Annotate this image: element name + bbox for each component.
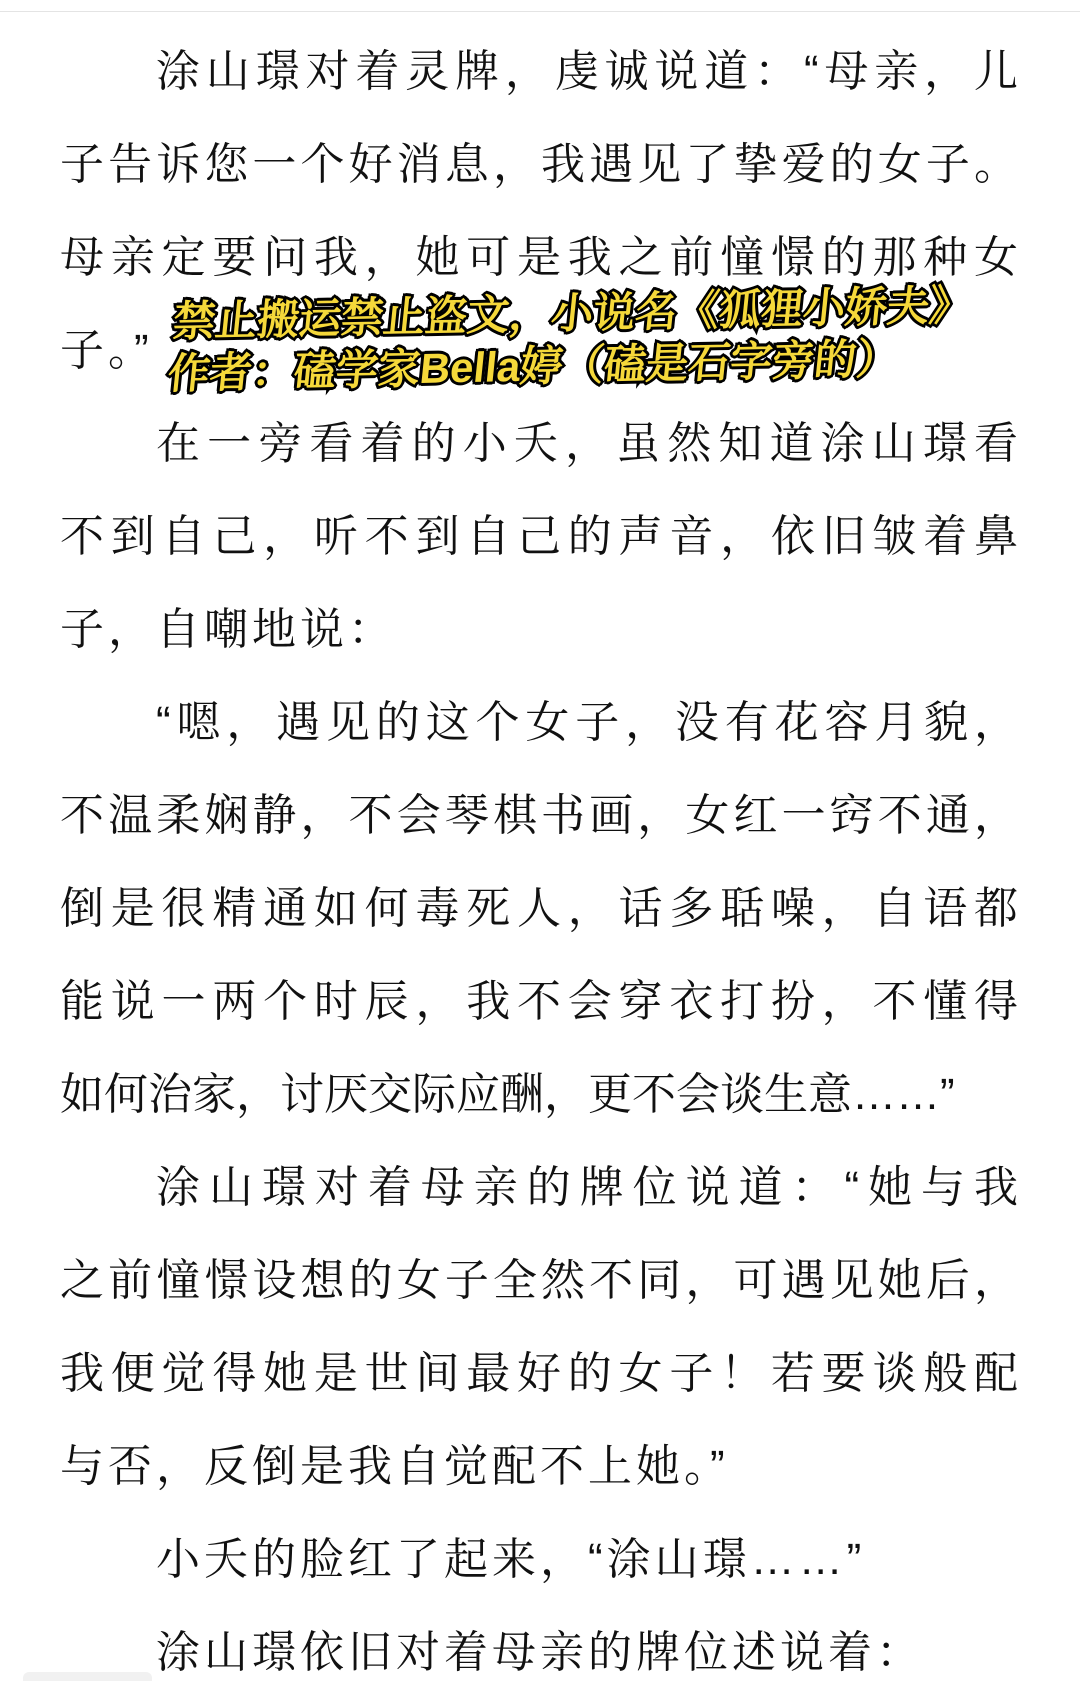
- text-line: “嗯，遇见的这个女子，没有花容月貌，: [156, 698, 1020, 747]
- text-line: 不到自己，听不到自己的声音，依旧皱着鼻: [60, 512, 1020, 561]
- text-line: 涂山璟对着灵牌，虔诚说道：“母亲，儿: [156, 47, 1020, 96]
- watermark-line-1: 禁止搬运禁止盗文，小说名《狐狸小娇夫》: [171, 281, 974, 346]
- text-line: 子，自嘲地说：: [60, 605, 396, 654]
- text-line: 与否，反倒是我自觉配不上她。”: [60, 1442, 729, 1491]
- text-line: 子告诉您一个好消息，我遇见了挚爱的女子。: [60, 140, 1020, 189]
- text-line: 子。”: [60, 326, 153, 375]
- text-line: 母亲定要问我，她可是我之前憧憬的那种女: [60, 233, 1020, 282]
- text-line: 之前憧憬设想的女子全然不同，可遇见她后，: [60, 1256, 1020, 1305]
- text-line: 如何治家，讨厌交际应酬，更不会谈生意……”: [60, 1070, 955, 1119]
- text-line: 倒是很精通如何毒死人，话多聒噪，自语都: [60, 884, 1020, 933]
- text-line: 在一旁看着的小夭，虽然知道涂山璟看: [156, 419, 1020, 468]
- text-line: 涂山璟依旧对着母亲的牌位述说着：: [156, 1628, 924, 1677]
- text-line: 我便觉得她是世间最好的女子！若要谈般配: [60, 1349, 1020, 1398]
- bottom-floating-element: [23, 1672, 152, 1681]
- text-line: 能说一两个时辰，我不会穿衣打扮，不懂得: [60, 977, 1020, 1026]
- anti-piracy-watermark: [165, 279, 973, 400]
- text-line: 涂山璟对着母亲的牌位说道：“她与我: [156, 1163, 1020, 1212]
- watermark-line-2: 作者：磕学家Bella婷（磕是石字旁的）: [165, 334, 901, 398]
- top-divider: [0, 11, 1080, 12]
- text-line: 小夭的脸红了起来，“涂山璟……”: [156, 1535, 866, 1584]
- text-line: 不温柔娴静，不会琴棋书画，女红一窍不通，: [60, 791, 1020, 840]
- novel-text-body: [60, 25, 1020, 1681]
